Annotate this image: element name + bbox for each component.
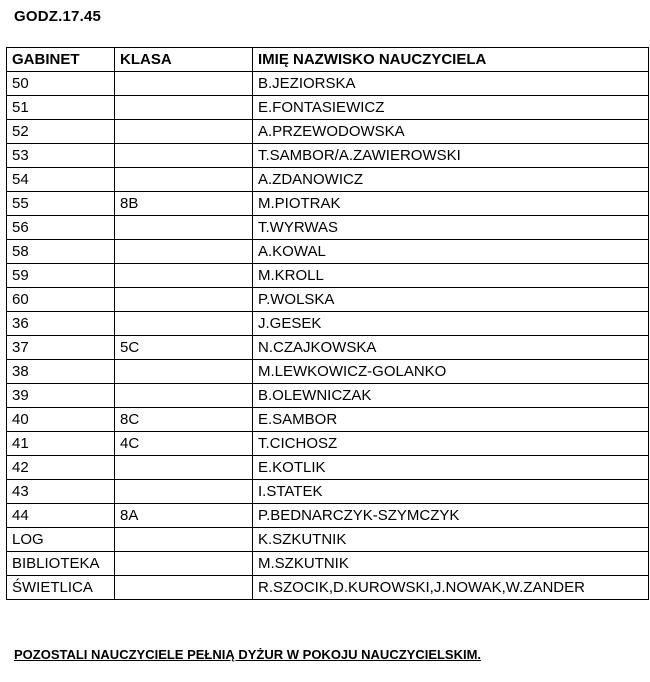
- cell-nauczyciel: A.ZDANOWICZ: [253, 168, 649, 192]
- table-row: [7, 120, 649, 144]
- cell-klasa: [115, 552, 253, 576]
- cell-gabinet: 55: [7, 192, 115, 216]
- cell-klasa: 8B: [115, 192, 253, 216]
- table-row: [7, 312, 649, 336]
- header-nauczyciel: IMIĘ NAZWISKO NAUCZYCIELA: [253, 48, 649, 72]
- table-row: [7, 456, 649, 480]
- cell-gabinet: 58: [7, 240, 115, 264]
- table-row: [7, 432, 649, 456]
- cell-gabinet: 50: [7, 72, 115, 96]
- cell-nauczyciel: I.STATEK: [253, 480, 649, 504]
- page-title: GODZ.17.45: [14, 8, 102, 25]
- cell-klasa: [115, 360, 253, 384]
- cell-klasa: [115, 96, 253, 120]
- table-row: [7, 168, 649, 192]
- cell-nauczyciel: R.SZOCIK,D.KUROWSKI,J.NOWAK,W.ZANDER: [253, 576, 649, 600]
- cell-klasa: [115, 120, 253, 144]
- cell-nauczyciel: M.KROLL: [253, 264, 649, 288]
- cell-nauczyciel: P.WOLSKA: [253, 288, 649, 312]
- cell-gabinet: 40: [7, 408, 115, 432]
- cell-klasa: [115, 528, 253, 552]
- cell-gabinet: 39: [7, 384, 115, 408]
- cell-nauczyciel: M.SZKUTNIK: [253, 552, 649, 576]
- table-row: [7, 96, 649, 120]
- cell-klasa: [115, 576, 253, 600]
- table-row: [7, 528, 649, 552]
- table-row: [7, 336, 649, 360]
- cell-nauczyciel: A.PRZEWODOWSKA: [253, 120, 649, 144]
- table-row: [7, 288, 649, 312]
- cell-gabinet: 38: [7, 360, 115, 384]
- table-row: [7, 144, 649, 168]
- cell-klasa: [115, 72, 253, 96]
- table-row: [7, 408, 649, 432]
- cell-klasa: 8A: [115, 504, 253, 528]
- cell-nauczyciel: K.SZKUTNIK: [253, 528, 649, 552]
- table-row: [7, 552, 649, 576]
- cell-gabinet: 43: [7, 480, 115, 504]
- cell-klasa: 5C: [115, 336, 253, 360]
- table-row: [7, 192, 649, 216]
- cell-gabinet: 54: [7, 168, 115, 192]
- cell-nauczyciel: E.SAMBOR: [253, 408, 649, 432]
- cell-klasa: 8C: [115, 408, 253, 432]
- cell-klasa: [115, 384, 253, 408]
- cell-nauczyciel: J.GESEK: [253, 312, 649, 336]
- cell-nauczyciel: M.PIOTRAK: [253, 192, 649, 216]
- cell-gabinet: BIBLIOTEKA: [7, 552, 115, 576]
- cell-gabinet: 36: [7, 312, 115, 336]
- cell-gabinet: 42: [7, 456, 115, 480]
- footer-note: POZOSTALI NAUCZYCIELE PEŁNIĄ DYŻUR W POKOJU NAUCZYCIELSKIM.: [14, 647, 482, 662]
- duty-table: [6, 47, 649, 600]
- cell-gabinet: 60: [7, 288, 115, 312]
- header-klasa: KLASA: [115, 48, 253, 72]
- table-row: [7, 72, 649, 96]
- cell-klasa: [115, 456, 253, 480]
- cell-nauczyciel: T.WYRWAS: [253, 216, 649, 240]
- cell-klasa: [115, 168, 253, 192]
- cell-klasa: [115, 216, 253, 240]
- cell-gabinet: 41: [7, 432, 115, 456]
- cell-nauczyciel: E.KOTLIK: [253, 456, 649, 480]
- cell-gabinet: 52: [7, 120, 115, 144]
- cell-gabinet: 51: [7, 96, 115, 120]
- table-row: [7, 264, 649, 288]
- cell-nauczyciel: T.CICHOSZ: [253, 432, 649, 456]
- cell-nauczyciel: B.JEZIORSKA: [253, 72, 649, 96]
- table-row: [7, 360, 649, 384]
- cell-klasa: [115, 480, 253, 504]
- table-row: [7, 216, 649, 240]
- cell-nauczyciel: T.SAMBOR/A.ZAWIEROWSKI: [253, 144, 649, 168]
- cell-nauczyciel: A.KOWAL: [253, 240, 649, 264]
- cell-nauczyciel: E.FONTASIEWICZ: [253, 96, 649, 120]
- table-header-row: [7, 48, 649, 72]
- table-row: [7, 480, 649, 504]
- cell-gabinet: LOG: [7, 528, 115, 552]
- cell-gabinet: 59: [7, 264, 115, 288]
- cell-klasa: [115, 240, 253, 264]
- cell-nauczyciel: P.BEDNARCZYK-SZYMCZYK: [253, 504, 649, 528]
- table-row: [7, 240, 649, 264]
- table-row: [7, 576, 649, 600]
- table-row: [7, 504, 649, 528]
- cell-klasa: [115, 264, 253, 288]
- cell-klasa: [115, 288, 253, 312]
- cell-gabinet: 37: [7, 336, 115, 360]
- header-gabinet: GABINET: [7, 48, 115, 72]
- cell-gabinet: 56: [7, 216, 115, 240]
- cell-klasa: [115, 144, 253, 168]
- cell-gabinet: 44: [7, 504, 115, 528]
- table-row: [7, 384, 649, 408]
- cell-klasa: [115, 312, 253, 336]
- cell-nauczyciel: N.CZAJKOWSKA: [253, 336, 649, 360]
- cell-nauczyciel: M.LEWKOWICZ-GOLANKO: [253, 360, 649, 384]
- cell-klasa: 4C: [115, 432, 253, 456]
- cell-gabinet: 53: [7, 144, 115, 168]
- cell-nauczyciel: B.OLEWNICZAK: [253, 384, 649, 408]
- cell-gabinet: ŚWIETLICA: [7, 576, 115, 600]
